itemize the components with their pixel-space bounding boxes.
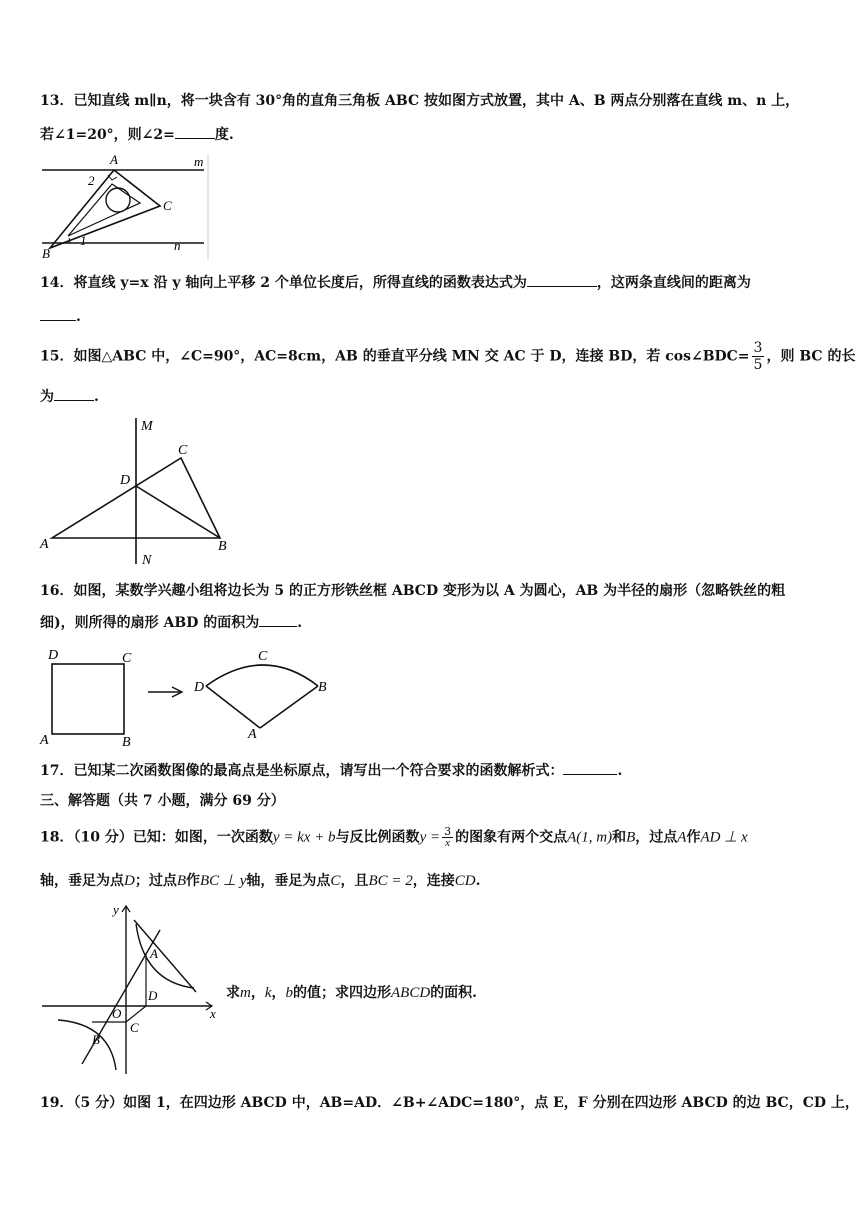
q18-line1: 18．（10 分）已知：如图，一次函数y = kx + b与反比例函数y = $\frac{3}{x}$ 的图象有两个交点A(1, m)和B，过点A作AD ⊥ x [40,825,748,849]
q15-fraction: $\frac{3}{5}$ [753,340,763,373]
q18-line2: 轴，垂足为点D；过点B作BC ⊥ y轴，垂足为点C，且BC = 2，连接CD. [40,873,481,889]
q15-label-D: D [120,473,131,488]
q15-answer-blank [54,388,94,401]
q19-line1: 19．（5 分）如图 1，在四边形 ABCD 中，AB=AD．∠B+∠ADC=180°，点 E，F 分别在四边形 ABCD 的边 BC，CD 上， [40,1095,859,1111]
q16-label-C-square: C [122,651,132,666]
q18-label-D: D [148,988,158,1003]
q13-label-n: n [174,238,181,253]
q16-figure [38,644,338,748]
q18-label-A: A [150,946,158,961]
q16-label-A-sector: A [248,727,257,742]
section3-title: 三、解答题（共 7 小题，满分 69 分） [40,793,285,809]
q13-figure [38,152,210,262]
q17-answer-blank [563,762,617,775]
q13-label-m: m [194,154,204,169]
q15-line2: 为 . [40,389,99,405]
q16-label-B-square: B [122,735,131,748]
q16-answer-blank [259,614,297,627]
q14-line2: . [40,308,81,326]
q18-label-y: y [113,902,119,917]
q16-label-A-square: A [40,733,49,748]
q15-label-M: M [141,419,153,434]
q13-label-A: A [110,152,118,167]
q18-question: 求m，k，b的值；求四边形ABCD的面积. [226,985,478,1001]
q16-label-C-sector: C [258,649,268,664]
q18-label-C: C [130,1020,139,1035]
q13-line1: 13．已知直线 m∥n，将一块含有 30°角的直角三角板 ABC 按如图方式放置，其中 A、B 两点分别落在直线 m、n 上， [40,93,800,109]
q13-label-C: C [163,198,172,213]
q16-line2: 细)，则所得的扇形 ABD 的面积为 . [40,615,303,631]
q16-label-D-square: D [48,648,59,663]
q15-figure [38,414,234,570]
q13-label-2: 2 [88,173,95,188]
q16-line1: 16．如图，某数学兴趣小组将边长为 5 的正方形铁丝框 ABCD 变形为以 A 为圆心，AB 为半径的扇形（忽略铁丝的粗 [40,583,786,599]
q18-label-O: O [112,1006,122,1021]
q13-label-1: 1 [80,233,87,248]
q13-answer-blank [175,126,215,139]
q18-label-x: x [210,1006,216,1021]
q16-label-D-sector: D [194,680,205,695]
q14-line1: 14．将直线 y=x 沿 y 轴向上平移 2 个单位长度后，所得直线的函数表达式为 ，这两条直线间的距离为 [40,275,751,291]
q18-label-B: B [92,1032,100,1047]
q15-label-B: B [218,539,227,554]
q16-label-B-sector: B [318,680,327,695]
q13-line2: 若∠1=20°，则∠2= 度. [40,127,234,143]
q14-answer-blank-2 [40,308,76,321]
q18-figure [40,900,226,1078]
q15-label-C: C [178,443,188,458]
q15-line1: 15．如图△ABC 中，∠C=90°，AC=8cm，AB 的垂直平分线 MN 交 AC 于 D，连接 BD，若 cos∠BDC= $\frac{3}{5}$ ，则 BC 的长 [40,340,856,373]
q15-label-N: N [142,553,152,568]
q17-line1: 17．已知某二次函数图像的最高点是坐标原点，请写出一个符合要求的函数解析式： . [40,763,623,779]
q18-fraction: $\frac{3}{x}$ [444,825,452,849]
q15-label-A: A [40,537,49,552]
q14-answer-blank-1 [527,274,597,287]
q13-label-B: B [42,246,50,261]
